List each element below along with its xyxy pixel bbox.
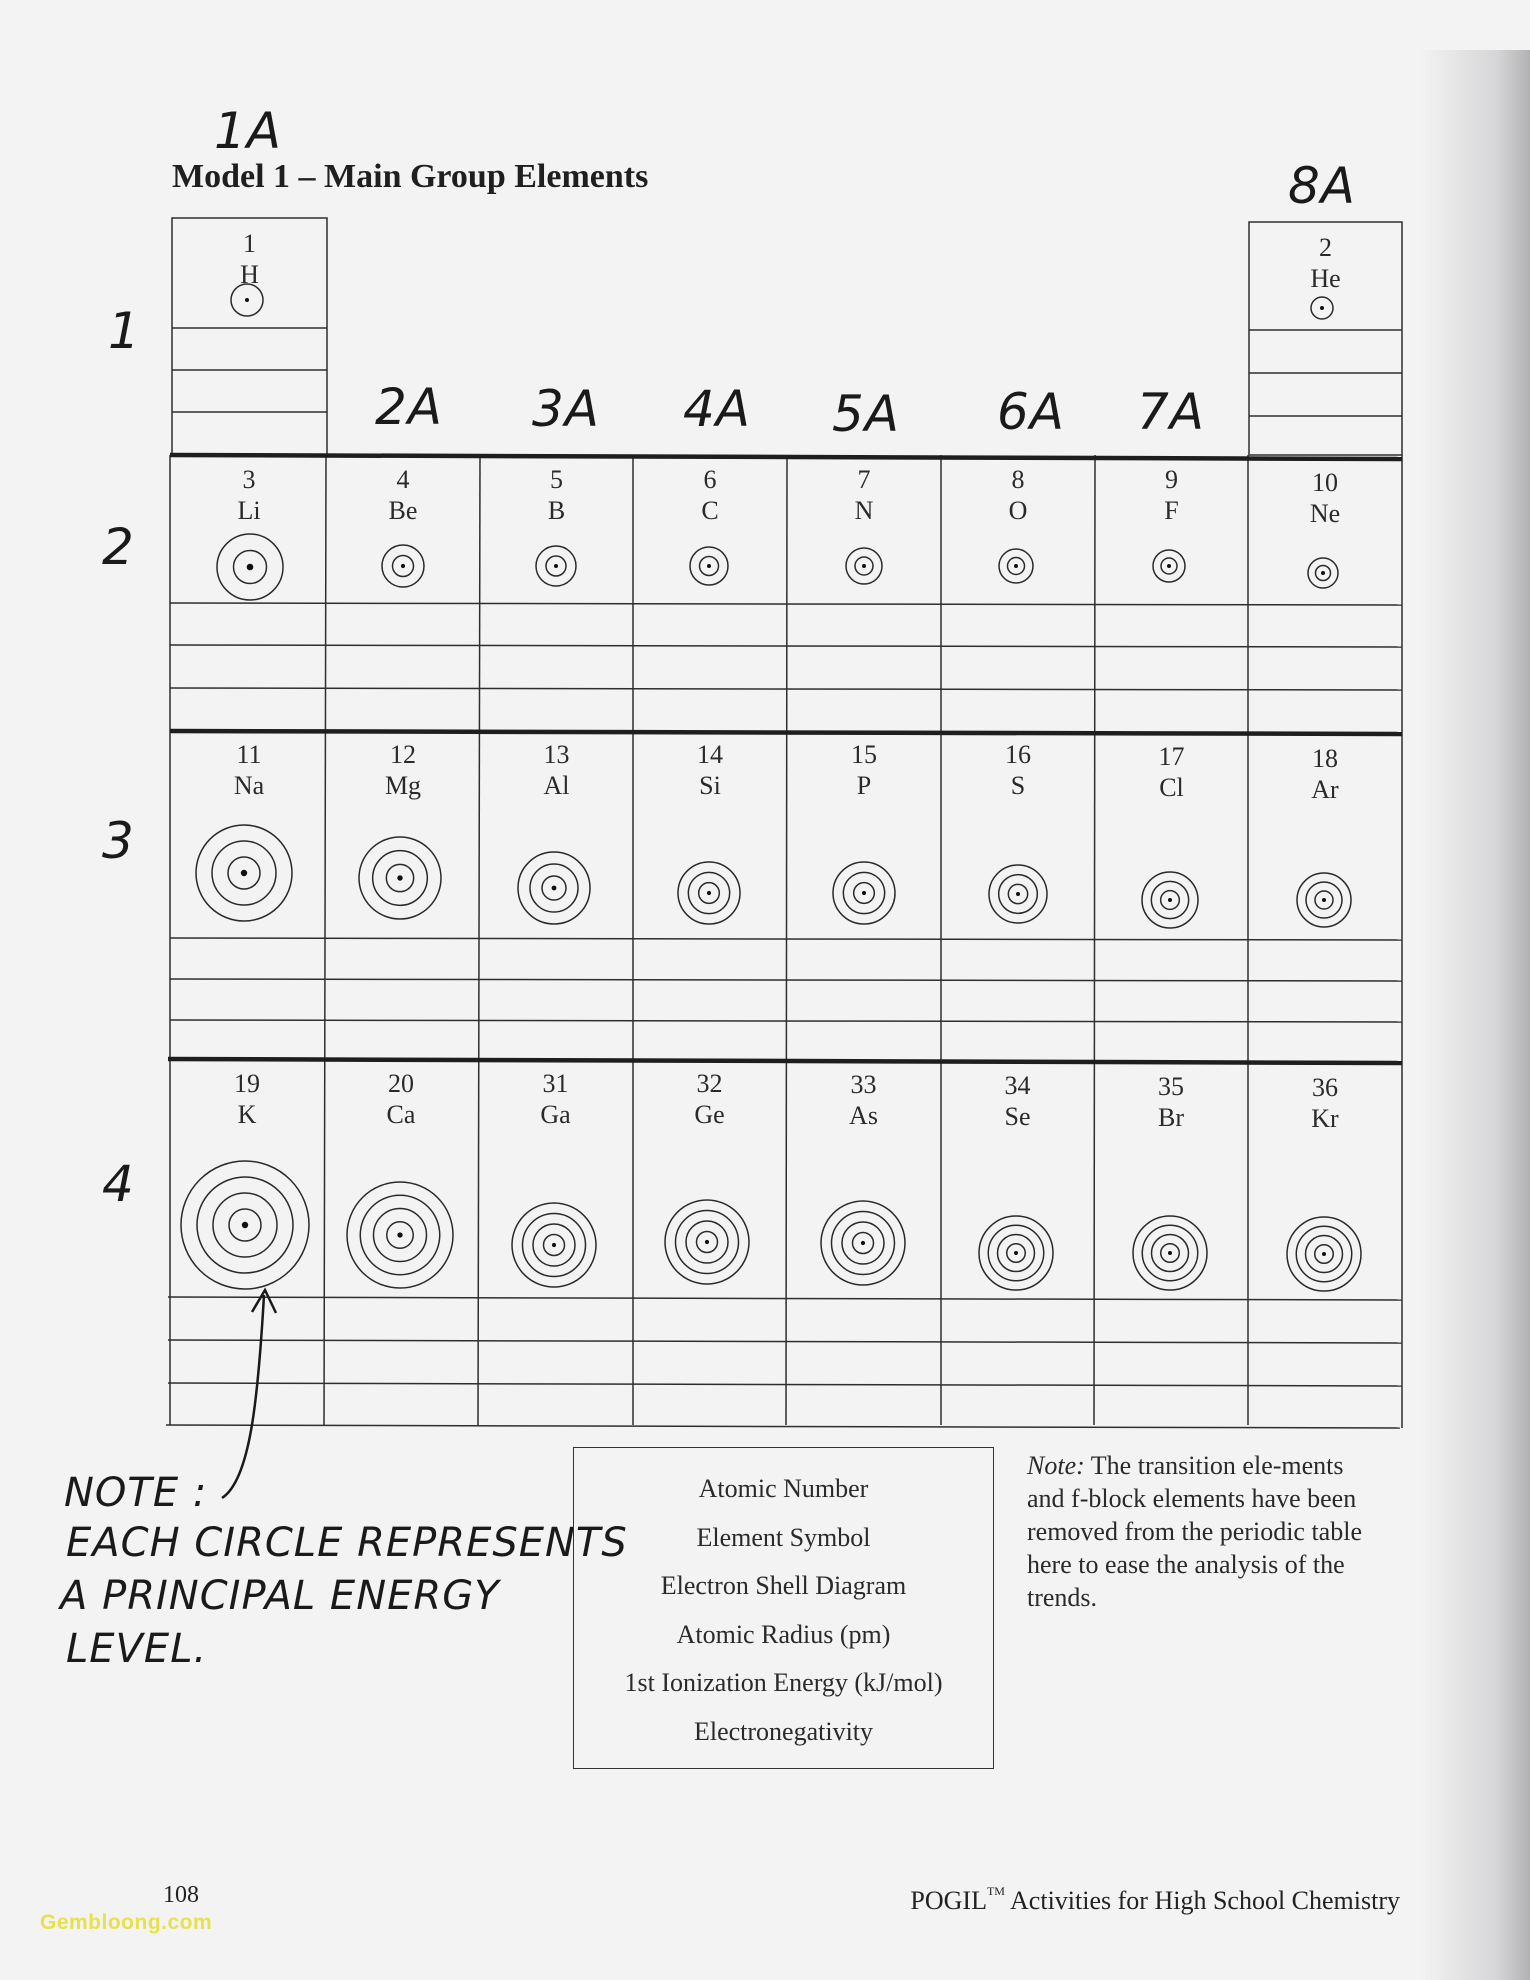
element-symbol: Li xyxy=(237,496,261,525)
atomic-number: 32 xyxy=(696,1069,723,1098)
shell-diagram-icon xyxy=(1309,295,1335,321)
shell-diagram-icon xyxy=(663,1198,751,1286)
atomic-number: 5 xyxy=(550,465,563,494)
element-symbol: B xyxy=(547,496,566,525)
element-symbol: Br xyxy=(1158,1103,1184,1132)
nucleus-dot xyxy=(1168,1251,1172,1255)
element-symbol: Se xyxy=(1004,1102,1031,1131)
element-cell xyxy=(1248,467,1402,529)
side-note-lead: Note: xyxy=(1027,1451,1085,1480)
nucleus-dot xyxy=(1014,1251,1018,1255)
watermark: Gembloong.com xyxy=(40,1911,213,1934)
element-cell xyxy=(787,464,941,526)
shell-diagram-icon xyxy=(516,850,592,926)
nucleus-dot xyxy=(552,886,557,891)
element-symbol: Cl xyxy=(1159,773,1184,802)
note-line: EACH CIRCLE REPRESENTS xyxy=(66,1520,628,1566)
element-cell xyxy=(172,228,327,290)
shell-diagram-icon xyxy=(357,835,443,921)
nucleus-dot xyxy=(401,564,405,568)
shell-diagram-icon xyxy=(534,544,578,588)
element-symbol: F xyxy=(1164,496,1179,525)
atomic-number: 14 xyxy=(697,740,723,769)
nucleus-dot xyxy=(552,1243,556,1247)
element-symbol: N xyxy=(854,496,874,525)
atomic-number: 17 xyxy=(1158,742,1185,771)
shell-diagram-icon xyxy=(977,1214,1055,1292)
nucleus-dot xyxy=(861,1241,865,1245)
element-cell xyxy=(172,739,326,801)
atomic-number: 19 xyxy=(234,1069,260,1098)
side-note xyxy=(1027,1449,1387,1614)
nucleus-dot xyxy=(1168,898,1172,902)
nucleus-dot xyxy=(554,564,558,568)
shell-diagram-icon xyxy=(345,1180,455,1290)
element-symbol: Ne xyxy=(1309,499,1341,528)
atomic-number: 31 xyxy=(542,1069,569,1098)
atomic-number: 18 xyxy=(1312,744,1338,773)
nucleus-dot xyxy=(1320,306,1324,310)
shell-diagram-icon xyxy=(987,863,1049,925)
element-cell xyxy=(1248,1072,1402,1134)
note-line: NOTE : xyxy=(64,1470,208,1516)
nucleus-dot xyxy=(241,870,247,876)
element-cell xyxy=(941,1070,1094,1132)
nucleus-dot xyxy=(707,564,711,568)
element-cell xyxy=(1095,464,1248,526)
element-cell xyxy=(633,464,787,526)
nucleus-dot xyxy=(705,1240,709,1244)
atomic-number: 8 xyxy=(1011,465,1025,494)
nucleus-dot xyxy=(1322,898,1326,902)
group-label-7a: 7A xyxy=(1137,383,1206,441)
element-cell xyxy=(478,1068,633,1130)
shell-diagram-icon xyxy=(844,546,884,586)
shell-diagram-icon xyxy=(676,860,742,926)
atomic-number: 9 xyxy=(1165,465,1178,494)
nucleus-dot xyxy=(247,564,254,571)
shell-diagram-icon xyxy=(688,545,730,587)
atomic-number: 13 xyxy=(543,740,570,769)
period-label-3: 3 xyxy=(102,812,135,870)
shell-diagram-icon xyxy=(1285,1215,1363,1293)
element-cell xyxy=(941,739,1095,801)
nucleus-dot xyxy=(707,891,711,895)
period-label-4: 4 xyxy=(102,1155,135,1213)
shell-diagram-icon xyxy=(510,1201,598,1289)
atomic-number: 20 xyxy=(388,1069,414,1098)
footer-title-prefix: POGIL xyxy=(910,1886,987,1915)
element-cell xyxy=(1249,232,1402,294)
element-symbol: Na xyxy=(233,771,265,800)
element-symbol: K xyxy=(237,1100,257,1129)
shell-diagram-icon xyxy=(194,823,294,923)
element-cell xyxy=(941,464,1095,526)
atomic-number: 10 xyxy=(1312,468,1338,497)
element-symbol: Ga xyxy=(540,1100,571,1129)
nucleus-dot xyxy=(1016,892,1020,896)
nucleus-dot xyxy=(397,875,402,880)
nucleus-dot xyxy=(1167,564,1171,568)
page-number: 108 xyxy=(163,1882,199,1908)
note-line: A PRINCIPAL ENERGY xyxy=(60,1573,500,1619)
element-cell xyxy=(172,464,326,526)
element-symbol: Al xyxy=(543,771,570,800)
element-cell xyxy=(1095,741,1248,803)
shell-diagram-icon xyxy=(215,532,285,602)
element-cell xyxy=(170,1068,324,1130)
shell-diagram-icon xyxy=(179,1159,311,1291)
element-symbol: C xyxy=(701,496,719,525)
element-cell xyxy=(480,739,633,801)
element-cell xyxy=(480,464,633,526)
element-symbol: As xyxy=(849,1101,878,1130)
element-symbol: Ca xyxy=(386,1100,416,1129)
shell-diagram-icon xyxy=(819,1199,907,1287)
atomic-number: 7 xyxy=(857,465,871,494)
nucleus-dot xyxy=(397,1232,402,1237)
element-symbol: Mg xyxy=(384,771,422,800)
nucleus-dot xyxy=(1322,1252,1326,1256)
group-label-8a: 8A xyxy=(1288,157,1357,215)
element-symbol: O xyxy=(1008,496,1028,525)
legend-item: Electron Shell Diagram xyxy=(660,1571,907,1600)
trademark-mark: TM xyxy=(986,1884,1005,1898)
nucleus-dot xyxy=(242,1222,248,1228)
nucleus-dot xyxy=(1014,564,1018,568)
legend-box xyxy=(573,1447,994,1769)
element-cell xyxy=(633,739,787,801)
nucleus-dot xyxy=(245,298,249,302)
nucleus-dot xyxy=(1321,571,1325,575)
atomic-number: 6 xyxy=(703,465,717,494)
atomic-number: 16 xyxy=(1005,740,1031,769)
legend-item: Atomic Number xyxy=(698,1474,869,1503)
note-line: LEVEL. xyxy=(66,1626,208,1672)
element-symbol: He xyxy=(1310,264,1341,293)
shell-diagram-icon xyxy=(831,860,897,926)
period-label-2: 2 xyxy=(102,518,135,576)
element-cell xyxy=(1248,743,1402,805)
shell-diagram-icon xyxy=(1131,1214,1209,1292)
atomic-number: 15 xyxy=(851,740,877,769)
atomic-number: 3 xyxy=(242,465,256,494)
shell-diagram-icon xyxy=(229,282,265,318)
atomic-number: 2 xyxy=(1319,233,1332,262)
atomic-number: 11 xyxy=(236,740,262,769)
group-label-1a: 1A xyxy=(214,102,283,160)
group-label-6a: 6A xyxy=(997,383,1066,441)
shell-diagram-icon xyxy=(997,547,1035,585)
atomic-number: 35 xyxy=(1158,1072,1184,1101)
atomic-number: 33 xyxy=(850,1070,877,1099)
element-cell xyxy=(326,739,480,801)
legend-item: Element Symbol xyxy=(696,1522,871,1552)
legend-item: 1st Ionization Energy (kJ/mol) xyxy=(624,1668,943,1697)
element-symbol: H xyxy=(240,260,259,289)
shell-diagram-icon xyxy=(1151,548,1187,584)
group-label-5a: 5A xyxy=(832,385,901,443)
legend-item: Electronegativity xyxy=(693,1716,874,1746)
side-note-text: The transition ele-ments and f-block elements have been removed from the periodic table here to ease the analysis of the trends. xyxy=(1027,1451,1362,1612)
atomic-number: 34 xyxy=(1004,1071,1031,1100)
element-symbol: Kr xyxy=(1311,1104,1339,1133)
atomic-number: 1 xyxy=(243,229,256,258)
legend-item: Atomic Radius (pm) xyxy=(676,1619,891,1649)
period-label-1: 1 xyxy=(108,302,141,360)
shell-diagram-icon xyxy=(1306,556,1340,590)
element-cell xyxy=(326,464,480,526)
element-cell xyxy=(633,1068,786,1130)
shell-diagram-icon xyxy=(1295,871,1353,929)
atomic-number: 36 xyxy=(1312,1073,1338,1102)
atomic-number: 4 xyxy=(396,465,410,494)
element-cell xyxy=(787,739,941,801)
atomic-number: 12 xyxy=(390,740,416,769)
shell-diagram-icon xyxy=(1140,870,1200,930)
footer-title-suffix: Activities for High School Chemistry xyxy=(1004,1886,1400,1915)
element-symbol: P xyxy=(856,771,872,800)
nucleus-dot xyxy=(862,891,866,895)
element-symbol: S xyxy=(1010,771,1026,800)
nucleus-dot xyxy=(862,564,866,568)
shell-diagram-icon xyxy=(380,543,426,589)
group-label-2a: 2A xyxy=(375,378,444,436)
element-cell xyxy=(324,1068,478,1130)
element-symbol: Ar xyxy=(1311,775,1339,804)
page-title: Model 1 – Main Group Elements xyxy=(172,158,649,195)
element-symbol: Ge xyxy=(694,1100,725,1129)
element-cell xyxy=(786,1069,941,1131)
element-cell xyxy=(1094,1071,1248,1133)
element-symbol: Be xyxy=(388,496,418,525)
group-label-3a: 3A xyxy=(532,380,601,438)
group-label-4a: 4A xyxy=(683,380,752,438)
element-symbol: Si xyxy=(699,771,721,800)
footer-title xyxy=(910,1886,1400,1916)
